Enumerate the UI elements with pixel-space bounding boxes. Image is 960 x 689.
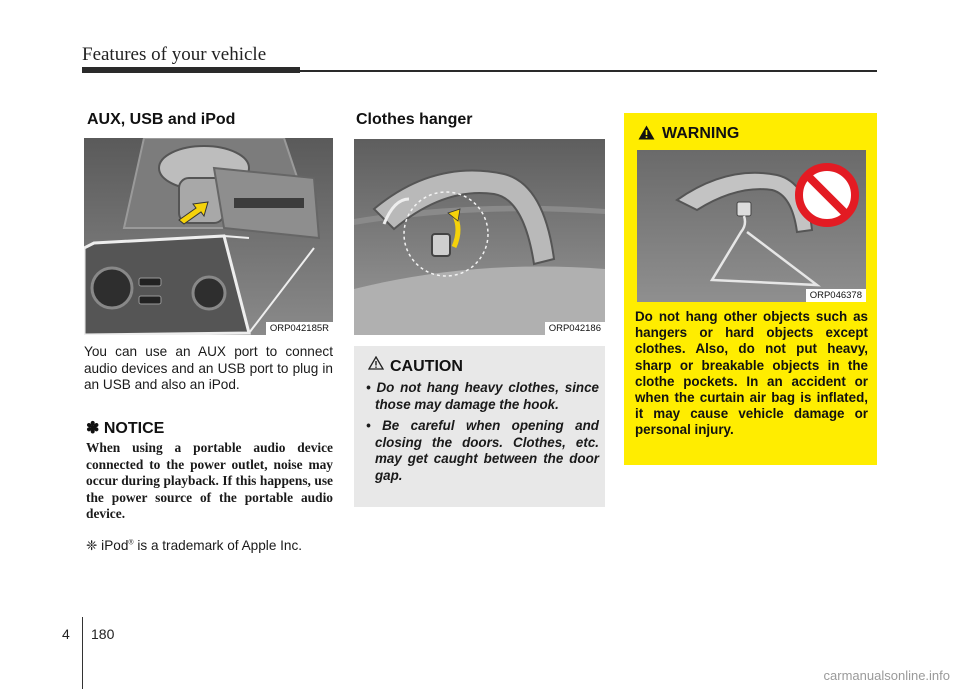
notice-text: When using a portable audio device connected to the power outlet, noise may occur during playback. If this happens, use the power source of the portable audio device. [86,440,333,521]
warning-box [624,113,877,465]
cross-star-icon: ✽ [86,420,100,437]
aux-section-title: AUX, USB and iPod [87,111,236,128]
hanger-section-title: Clothes hanger [356,111,473,128]
trademark-symbol: ❈ [86,538,98,553]
trademark-brand: iPod [101,538,129,553]
header-rule-thin [300,70,877,72]
warning-hanger-photo [637,150,866,302]
page-number: 180 [91,626,115,642]
warning-title: WARNING [662,125,740,142]
chapter-number: 4 [62,626,70,642]
warning-text: Do not hang other objects such as hangers or hard objects except clothes. Also, do not put heavy, sharp or breakable objects in the clothe pockets. In an accident or when the curtain air bag is inflated, it may cause vehicle damage or personal injury. [635,309,868,438]
footer-divider [82,617,83,689]
trademark-note [86,538,333,554]
caution-item-doors: • Be careful when opening and closing the doors. Clothes, etc. may get caught between the door gap. [366,418,599,483]
caution-triangle-icon [368,356,384,370]
aux-usb-photo [84,138,333,335]
aux-body-text: You can use an AUX port to connect audio devices and an USB port to plug in an USB and also an iPod. [84,344,333,392]
caution-list [363,380,599,489]
aux-image-code: ORP042185R [266,322,333,335]
site-watermark: carmanualsonline.info [823,668,950,683]
trademark-text: is a trademark of Apple Inc. [137,538,303,553]
registered-mark: ® [128,539,134,547]
caution-title: CAUTION [390,358,463,375]
notice-heading [86,418,164,438]
page-header-title: Features of your vehicle [82,44,267,65]
clothes-hanger-photo [354,139,605,335]
warning-triangle-icon [638,125,655,140]
caution-item-hook: • Do not hang heavy clothes, since those may damage the hook. [366,380,599,412]
header-rule-thick [82,67,300,73]
warning-image-code: ORP046378 [806,289,866,302]
notice-label: NOTICE [103,420,165,437]
hanger-image-code: ORP042186 [545,322,605,335]
caution-box [354,346,605,507]
